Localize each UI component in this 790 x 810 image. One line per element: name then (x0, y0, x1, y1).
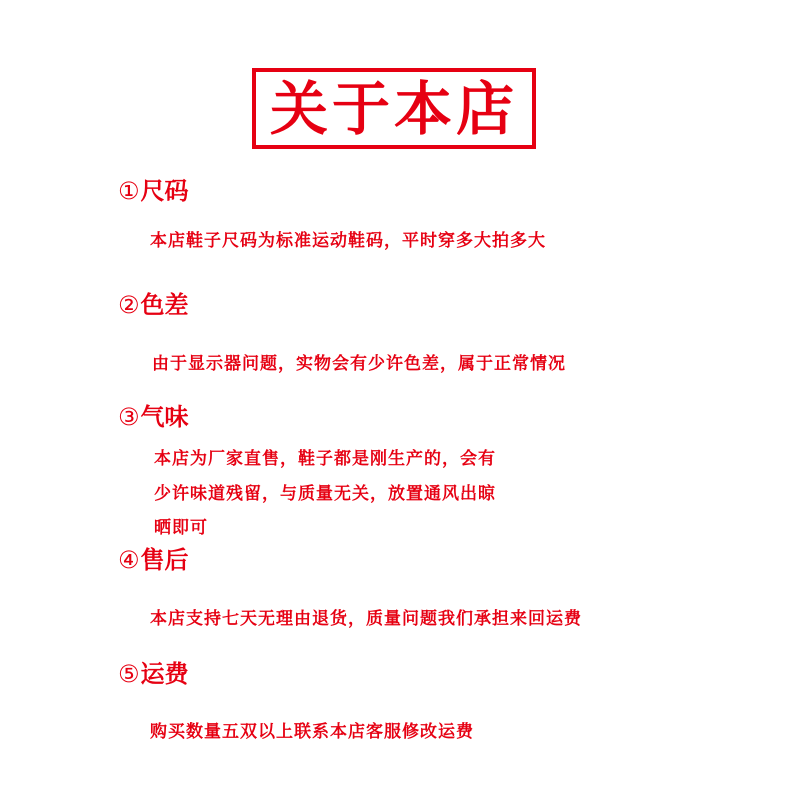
section-heading-color (118, 289, 189, 321)
section-title: 气味 (140, 403, 189, 431)
section-heading-aftersales (118, 544, 189, 576)
section-text: 购买数量五双以上联系本店客服修改运费 (150, 722, 474, 742)
section-text: 本店鞋子尺码为标准运动鞋码，平时穿多大拍多大 (150, 231, 546, 251)
section-title: 售后 (140, 546, 189, 574)
section-heading-shipping (118, 658, 189, 690)
section-text: 本店支持七天无理由退货，质量问题我们承担来回运费 (150, 609, 582, 629)
section-number: ② (118, 291, 140, 319)
section-text: 少许味道残留，与质量无关，放置通风出晾 (154, 484, 496, 504)
section-title: 尺码 (140, 177, 189, 205)
title-box (252, 68, 536, 149)
section-title: 色差 (140, 291, 189, 319)
section-number: ④ (118, 546, 140, 574)
section-heading-size (118, 175, 189, 207)
section-number: ① (118, 177, 140, 205)
section-number: ③ (118, 403, 140, 431)
section-number: ⑤ (118, 660, 140, 688)
section-text: 晒即可 (154, 518, 208, 538)
section-heading-smell (118, 401, 189, 433)
page-title: 关于本店 (269, 74, 518, 143)
section-text: 由于显示器问题，实物会有少许色差，属于正常情况 (152, 354, 566, 374)
section-title: 运费 (140, 660, 189, 688)
section-text: 本店为厂家直售，鞋子都是刚生产的，会有 (154, 449, 496, 469)
